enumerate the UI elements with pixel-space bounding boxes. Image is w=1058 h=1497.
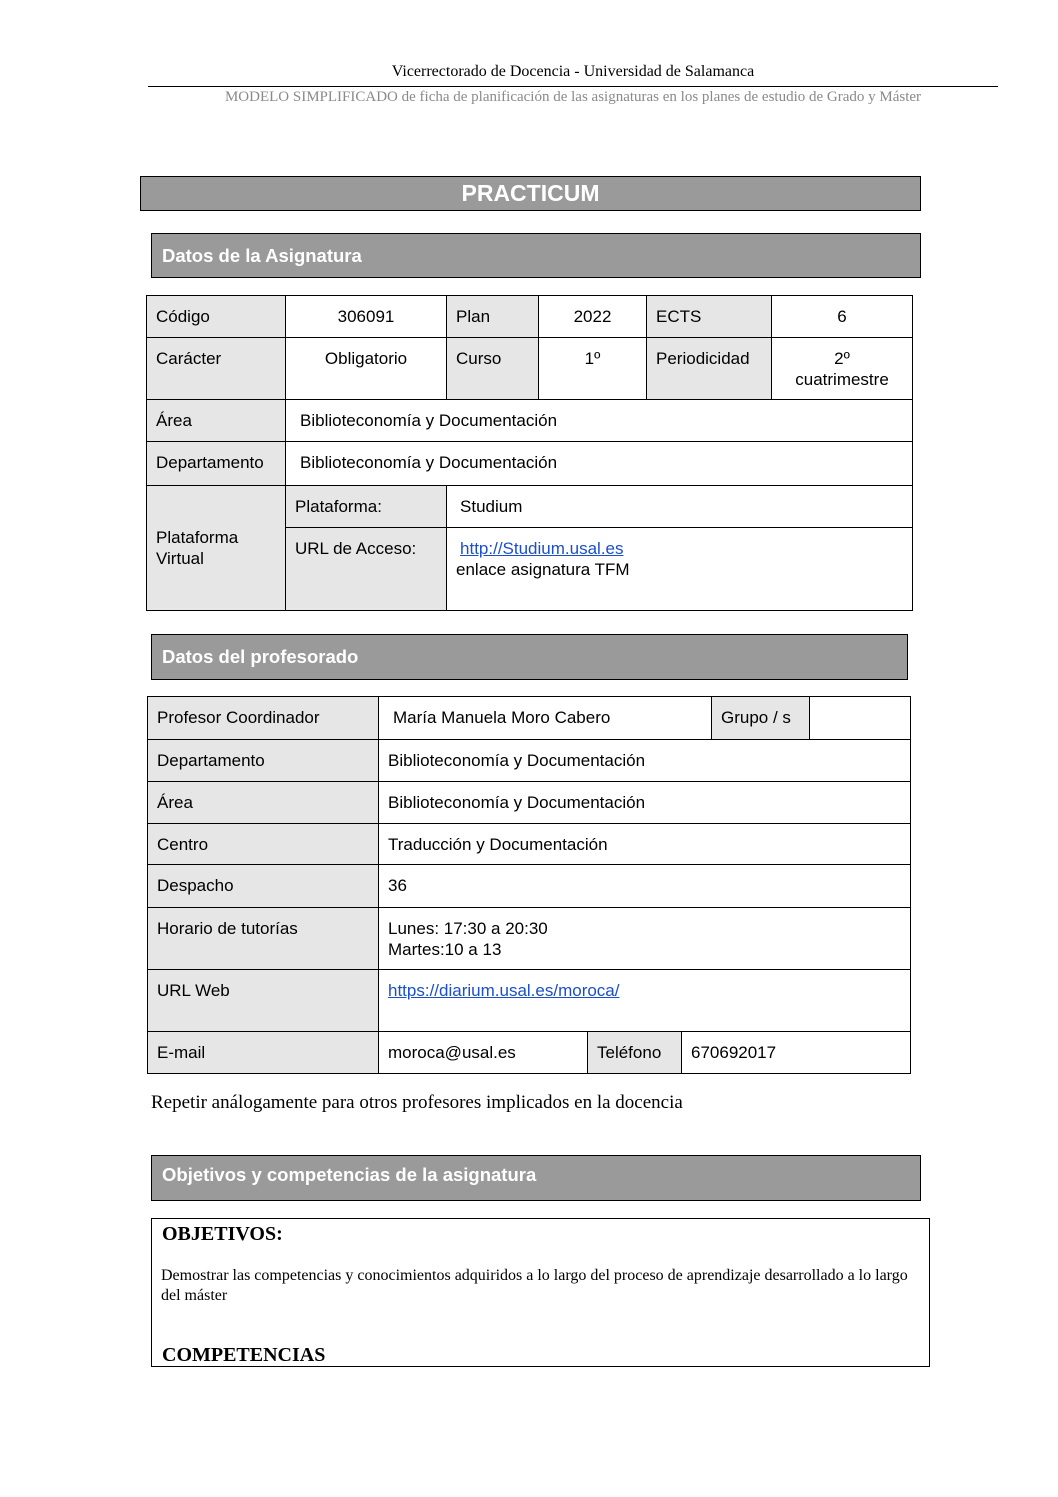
section-heading-datos-profesorado: Datos del profesorado [151,634,908,680]
despacho-value: 36 [379,865,911,908]
grupo-value [810,697,911,740]
plan-label: Plan [447,296,539,338]
section-heading-datos-asignatura: Datos de la Asignatura [151,233,921,278]
url-acceso-note: enlace asignatura TFM [456,560,630,579]
departamento-value: Biblioteconomía y Documentación [286,442,913,486]
prof-departamento-label: Departamento [148,740,379,782]
url-acceso-link[interactable]: http://Studium.usal.es [460,539,624,558]
departamento-label: Departamento [147,442,286,486]
curso-value: 1º [539,338,647,400]
url-acceso-cell [447,528,913,611]
periodicidad-label: Periodicidad [647,338,772,400]
objectives-box [151,1218,930,1367]
telefono-label: Teléfono [588,1032,682,1074]
url-web-link[interactable]: https://diarium.usal.es/moroca/ [388,981,620,1000]
prof-departamento-value: Biblioteconomía y Documentación [379,740,911,782]
ects-value: 6 [772,296,913,338]
centro-value: Traducción y Documentación [379,824,911,865]
caracter-label: Carácter [147,338,286,400]
header-subtitle: MODELO SIMPLIFICADO de ficha de planificación de las asignaturas en los planes de estudio de Grado y Máster [224,89,922,105]
objetivos-text: Demostrar las competencias y conocimientos adquiridos a lo largo del proceso de aprendizaje desarrollado a lo largo del máster [161,1267,908,1304]
area-label: Área [147,400,286,442]
caracter-value: Obligatorio [286,338,447,400]
plataforma-virtual-label-line-2: Virtual [156,549,204,568]
url-acceso-label: URL de Acceso: [286,528,447,611]
section-heading-objetivos: Objetivos y competencias de la asignatura [151,1155,921,1201]
objetivos-heading: OBJETIVOS: [162,1223,283,1245]
plataforma-virtual-label [147,486,286,611]
codigo-value: 306091 [286,296,447,338]
prof-area-value: Biblioteconomía y Documentación [379,782,911,824]
coordinador-label: Profesor Coordinador [148,697,379,740]
email-label: E-mail [148,1032,379,1074]
area-value: Biblioteconomía y Documentación [286,400,913,442]
telefono-value: 670692017 [682,1032,911,1074]
despacho-label: Despacho [148,865,379,908]
document-title: PRACTICUM [140,176,921,211]
subject-data-table [146,295,913,611]
horario-line-1: Lunes: 17:30 a 20:30 [388,919,548,938]
teacher-data-table [147,696,911,1074]
header-divider [148,86,998,87]
prof-area-label: Área [148,782,379,824]
periodicidad-line-1: 2º [834,349,850,368]
plataforma-value: Studium [447,486,913,528]
centro-label: Centro [148,824,379,865]
periodicidad-line-2: cuatrimestre [795,370,889,389]
periodicidad-value [772,338,913,400]
horario-value [379,908,911,970]
repeat-note: Repetir análogamente para otros profesores implicados en la docencia [151,1092,683,1113]
email-value: moroca@usal.es [379,1032,588,1074]
horario-line-2: Martes:10 a 13 [388,940,502,959]
ects-label: ECTS [647,296,772,338]
horario-label: Horario de tutorías [148,908,379,970]
coordinador-value: María Manuela Moro Cabero [379,697,712,740]
competencias-heading: COMPETENCIAS [162,1344,326,1366]
url-web-label: URL Web [148,970,379,1032]
header-title: Vicerrectorado de Docencia - Universidad de Salamanca [391,63,755,80]
plan-value: 2022 [539,296,647,338]
plataforma-label: Plataforma: [286,486,447,528]
plataforma-virtual-label-line-1: Plataforma [156,528,239,547]
curso-label: Curso [447,338,539,400]
grupo-label: Grupo / s [712,697,810,740]
codigo-label: Código [147,296,286,338]
url-web-cell [379,970,911,1032]
